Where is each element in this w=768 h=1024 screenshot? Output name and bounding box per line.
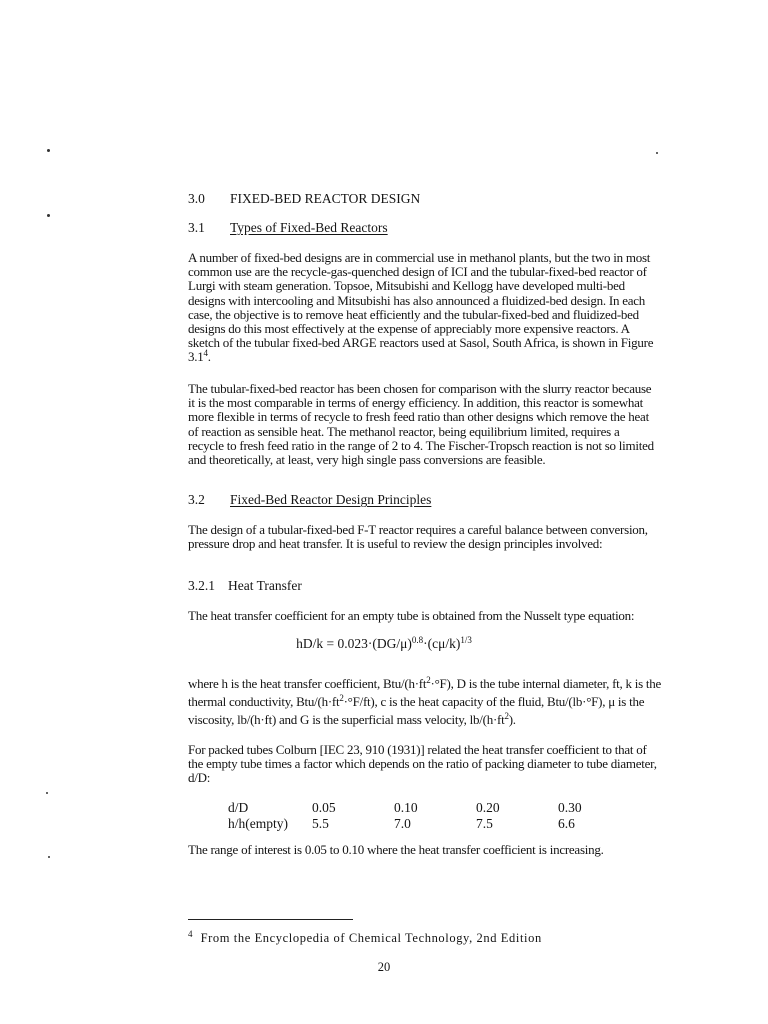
table-cell: 5.5 — [312, 816, 329, 831]
paragraph-design-principles — [188, 523, 658, 551]
paragraph-variable-definitions — [188, 675, 672, 729]
table-cell: 0.10 — [394, 800, 418, 815]
row-label: d/D — [228, 800, 249, 815]
subsection-title: Fixed-Bed Reactor Design Principles — [230, 492, 432, 507]
subsection-number: 3.2 — [188, 492, 205, 507]
scan-speck — [46, 792, 48, 794]
text-segment: ·°F/ft), c is the heat capacity of the fluid, Btu/(lb·°F), μ is the viscosity, lb/(h·ft) and G is the superficial mass velocity, lb/(h·ft — [188, 694, 645, 727]
table-cell: 0.05 — [312, 800, 336, 815]
subsubsection-heading — [188, 578, 302, 594]
scan-speck — [47, 149, 50, 152]
paragraph-colburn — [188, 743, 662, 786]
superscript: 2 — [339, 693, 344, 703]
table-cell: 0.20 — [476, 800, 500, 815]
footnote-rule — [188, 919, 353, 920]
page-number: 20 — [377, 960, 391, 974]
paragraph-end: . — [207, 349, 211, 365]
text-segment: ·°F), D is the tube internal diameter, ft, k is the thermal conductivity, Btu/(h·ft — [188, 676, 662, 709]
table-row — [228, 816, 640, 832]
subsection-number: 3.1 — [188, 220, 205, 235]
scan-speck — [656, 152, 658, 154]
text-segment: ). — [508, 712, 516, 727]
section-number: 3.0 — [188, 191, 205, 206]
packing-ratio-table — [228, 800, 640, 832]
equation-exponent: 0.8 — [411, 635, 424, 645]
footnote-text: From the Encyclopedia of Chemical Technology, 2nd Edition — [200, 931, 542, 945]
paragraph-text: The heat transfer coefficient for an empty tube is obtained from the Nusselt type equation: — [188, 608, 635, 623]
paragraph-heat-intro — [188, 609, 688, 623]
row-label: h/h(empty) — [228, 816, 288, 831]
scan-speck — [47, 214, 50, 217]
paragraph-fixed-bed-designs — [188, 251, 658, 365]
scan-speck — [48, 856, 50, 858]
table-cell: 0.30 — [558, 800, 582, 815]
paragraph-text: The tubular-fixed-bed reactor has been chosen for comparison with the slurry reactor because it is the most comparable in terms of energy efficiency. In addition, this reactor is somewhat more flexible in terms of recycle to fresh feed ratio than other designs which remove the heat of reaction as sensible heat. The methanol reactor, being equilibrium limited, requires a recycle to fresh feed ratio in the range of 2 to 4. The Fischer-Tropsch reaction is not so limited and theoretically, at least, very high single pass conversions are feasible. — [188, 381, 654, 468]
section-heading — [188, 191, 420, 207]
superscript: 2 — [426, 675, 431, 685]
table-cell: 6.6 — [558, 816, 575, 831]
superscript: 2 — [504, 711, 509, 721]
paragraph-range-of-interest — [188, 843, 688, 857]
paragraph-text: The range of interest is 0.05 to 0.10 where the heat transfer coefficient is increasing. — [188, 842, 604, 857]
paragraph-text: For packed tubes Colburn [IEC 23, 910 (1931)] related the heat transfer coefficient to that of the empty tube times a factor which depends on the ratio of packing diameter to tube diameter, d/D: — [188, 742, 657, 786]
subsection-heading-principles — [188, 492, 431, 508]
equation-lhs: hD/k = 0.023·(DG/μ) — [296, 636, 412, 651]
paragraph-text: A number of fixed-bed designs are in commercial use in methanol plants, but the two in most common use are the recycle-gas-quenched design of ICI and the tubular-fixed-bed reactor of Lurgi with steam generation. Topsoe, Mitsubishi and Kellogg have developed multi-bed designs with intercooling and Mitsubishi has also announced a fluidized-bed design. In each case, the objective is to remove heat efficiently and the tubular-fixed-bed and fluidized-bed designs do this most effectively at the expense of appreciably more expensive reactors. A sketch of the tubular fixed-bed ARGE reactors used at Sasol, South Africa, is shown in Figure 3.1 — [188, 250, 654, 365]
footnote — [188, 931, 542, 946]
subsection-title: Types of Fixed-Bed Reactors — [230, 220, 388, 235]
text-segment: where h is the heat transfer coefficient, Btu/(h·ft — [188, 676, 427, 691]
paragraph-tubular-reactor — [188, 382, 658, 467]
table-row — [228, 800, 640, 816]
nusselt-equation — [0, 636, 768, 652]
table-cell: 7.0 — [394, 816, 411, 831]
subsection-heading-types — [188, 220, 388, 236]
subsubsection-number: 3.2.1 — [188, 578, 215, 593]
table-cell: 7.5 — [476, 816, 493, 831]
footnote-mark: 4 — [188, 929, 194, 939]
equation-exponent: 1/3 — [460, 635, 472, 645]
section-title: FIXED-BED REACTOR DESIGN — [230, 191, 421, 206]
paragraph-text: The design of a tubular-fixed-bed F-T reactor requires a careful balance between conversion, pressure drop and heat transfer. It is useful to review the design principles involved: — [188, 522, 648, 552]
subsubsection-title: Heat Transfer — [228, 578, 302, 593]
footnote-reference: 4 — [203, 348, 208, 359]
equation-mid: ·(cμ/k) — [423, 636, 461, 651]
